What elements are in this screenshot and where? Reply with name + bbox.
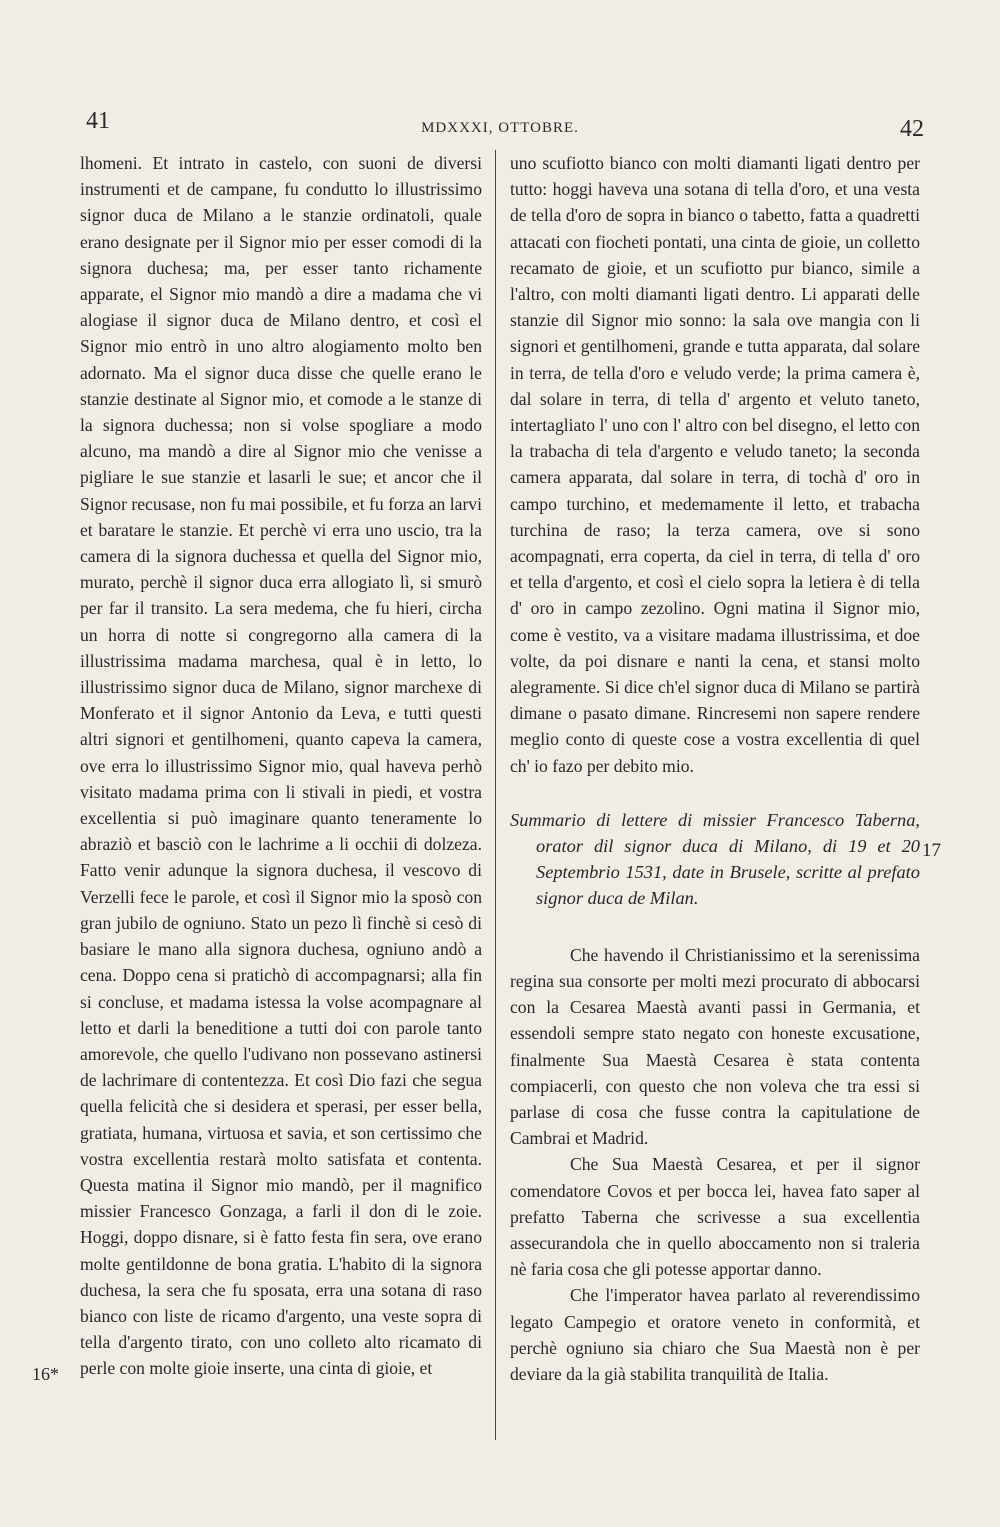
right-paragraph-1: uno scufiotto bianco con molti diamanti ligati dentro per tutto: hoggi haveva una sotana di tella d'oro, et una vesta de tella d'oro de sopra in bianco o tabetto, fatta a quadretti attacati con fiocheti pontati, una cinta de gioie, un colletto recamato de gioie, et un scufiotto pur bianco, simile a l'altro, con molti diamanti ligati dentro. Li apparati delle stanzie dil Signor mio sonno: la sala ove mangia con li signori et gentilhomeni, grande e tutta apparata, dal solare in terra, de tella d'oro e veludo verde; la prima camera è, dal solare in terra, di tella d' argento et veluto taneto, intertagliato l' uno con l' altro con bel disegno, el letto con la trabacha di tela d'argento e veludo taneto; la seconda camera apparata, dal solare in terra, di tochà d' oro in campo turchino, et medemamente il letto, et trabacha turchina de raso; la terza camera, ove si sono acompagnati, erra coperta, da ciel in terra, di tella d' oro et tella d'argento, et così el cielo sopra la letiera è di tella d' oro in campo zezolino. Ogni matina il Signor mio, come è vestito, va a visitare madama illustrissima, et doe volte, da poi disnare e nanti la cena, et stansi molto alegramente. Si dice ch'el signor duca di Milano se partirà dimane o pasato dimane. Rincresemi non sapere rendere meglio conto di queste cose a vostra excellentia di quel ch' io fazo per debito mio. [510, 153, 920, 776]
left-column-text: lhomeni. Et intrato in castelo, con suoni de diversi instrumenti et de campane, fu condutto lo illustrissimo signor duca de Milano a le stanzie ordinatoli, quale erano designate per il Signor mio per esser comodi di la signora duchesa; ma, per esser tanto richamente apparate, el Signor mio mandò a dire a madama che vi alogiase il signor duca de Milano dentro, et così el Signor mio entrò in uno altro alogiamento molto ben adornato. Ma el signor duca disse che quelle erano le stanzie destinate al Signor mio, et comode a le stanze di la signora duchessa; non si volse spogliare a modo alcuno, ma mandò a dire al Signor mio che venisse a pigliare le sue stanzie et lasarli le sue; et ancor che il Signor recusase, non fu mai possibile, et fu forza an larvi et baratare le stanzie. Et perchè vi erra uno uscio, tra la camera di la signora duchessa et quella del Signor mio, murato, perchè il signor duca erra allogiato lì, si smurò per far il transito. La sera medema, che fu hieri, circha un horra di notte si congregorno alla camera di la illustrissima madama marchesa, qual è in letto, lo illustrissimo signor duca de Milano, signor marchexe di Monferato et il signor Antonio da Leva, e tutti questi altri signori et gentilhomeni, quanto capeva la camera, ove erra lo illustrissimo Signor mio, qual haveva perhò visitato madama prima con li stivali in piedi, et vostra excellentia si può imaginare quanto teneramente lo abraziò et basciò con le lachrime a li occhii di dolzeza. Fatto venir adunque la signora duchesa, il vescovo di Verzelli fece le parole, et così il Signor mio la sposò con gran jubilo de ogniuno. Stato un pezo lì finchè si cesò di basiare le mano alla signora duchesa, ogniuno andò a cena. Doppo cena si pratichò di accompagnarsi; alla fin si concluse, et madama istessa la volse acompagnare al letto et darli la beneditione a tutti doi con parole tanto amorevole, che quello l'udivano non possevano astinersi de lachrimare di contentezza. Et così Dio fazi che segua quella felicità che si desidera et sperasi, per esser bella, gratiata, humana, virtuosa et savia, et son certissimo che vostra excellentia restarà molto satisfata et contenta. Questa matina il Signor mio mandò, per il magnifico missier Francesco Gonzaga, a farli il don di le zoie. Hoggi, doppo disnare, si è fatto festa fin sera, ove erano molte gentildonne de bona gratia. L'habito di la signora duchesa, la sera che fu sposata, erra una sotana di raso bianco con liste de ricamo d'argento, una veste sopra di tella d'argento tirato, con uno colleto alto ricamato di perle con molte gioie inserte, una cinta di gioie, et [80, 153, 482, 1379]
right-paragraph-4: Che l'imperator havea parlato al reverendissimo legato Campegio et oratore veneto in conformità, et perchè ogniuno sia chiaro che Sua Maestà non è per deviare da la già stabilita tranquilità de Italia. [510, 1285, 920, 1384]
margin-note-right: 17 [922, 840, 941, 861]
margin-note-left: 16* [32, 1364, 59, 1384]
page-number-left: 41 [86, 108, 110, 134]
page-number-right: 42 [900, 116, 924, 142]
letter-summary-heading: Summario di lettere di missier Francesco Taberna, orator dil signor duca di Milano, di 19 et 20 Septembrio 1531, date in Brusele, scritte al prefato signor duca de Milan. [510, 809, 920, 909]
running-header: MDXXXI, OTTOBRE. [421, 120, 579, 136]
right-paragraph-2: Che havendo il Christianissimo et la serenissima regina sua consorte per molti mezi procurato di abbocarsi con la Cesarea Maestà avanti passi in Germania, et essendoli sempre stato negato con honeste excusatione, finalmente Sua Maestà Cesarea è stata contenta compiacerli, con questo che non voleva che tra essi si parlase di cosa che fusse contra la capitulatione de Cambrai et Madrid. [510, 944, 920, 1149]
column-divider [495, 150, 496, 1440]
right-column [510, 150, 920, 1387]
right-paragraph-3: Che Sua Maestà Cesarea, et per il signor comendatore Covos et per bocca lei, havea fato saper al prefatto Taberna che scrivesse a sua excellentia assecurandola che in quello aboccamento non si traleria nè faria cosa che gli potesse apportar danno. [510, 1154, 920, 1280]
left-column [80, 150, 482, 1382]
